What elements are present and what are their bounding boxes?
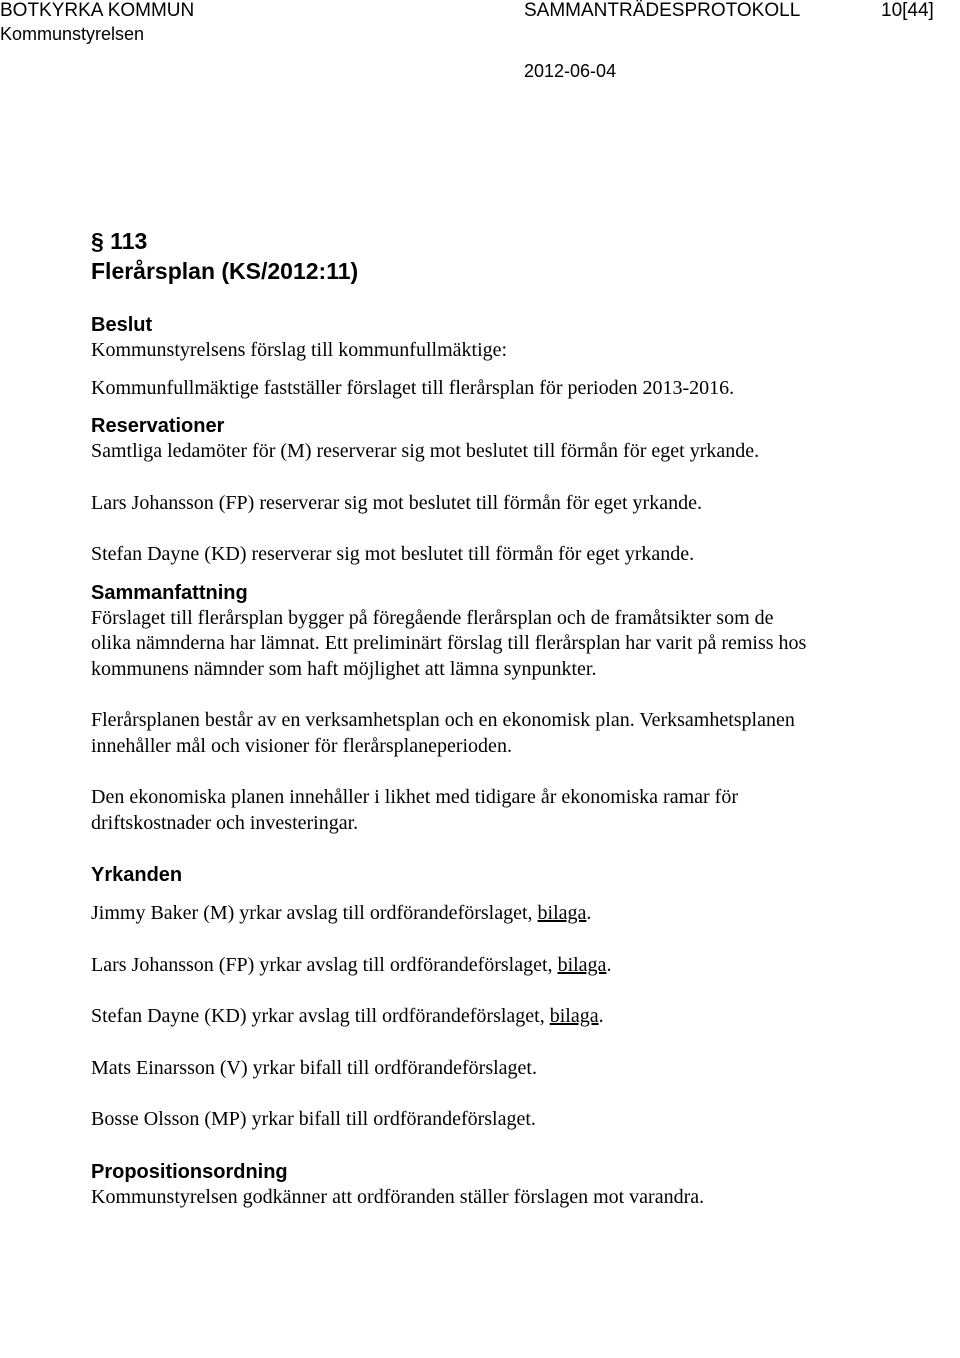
yrkande-item xyxy=(91,1004,831,1030)
yrkande-item xyxy=(91,953,831,979)
yrkande-text: Stefan Dayne (KD) yrkar avslag till ordförandeförslaget, xyxy=(91,1005,550,1027)
sammanfattning-paragraph: Flerårsplanen består av en verksamhetsplan och en ekonomisk plan. Verksamhetsplanen innehåller mål och visioner för flerårsplaneperioden. xyxy=(91,709,795,757)
reservationer-heading: Reservationer xyxy=(91,415,225,437)
propositionsordning-text: Kommunstyrelsen godkänner att ordföranden ställer förslagen mot varandra. xyxy=(91,1185,705,1208)
reservation-item: Stefan Dayne (KD) reserverar sig mot beslutet till förmån för eget yrkande. xyxy=(91,543,695,565)
reservation-item: Samtliga ledamöter för (M) reserverar sig mot beslutet till förmån för eget yrkande. xyxy=(91,440,760,462)
yrkanden-heading: Yrkanden xyxy=(91,864,183,886)
yrkande-end: . xyxy=(598,1005,604,1027)
yrkande-end: . xyxy=(586,902,592,924)
yrkande-text: Jimmy Baker (M) yrkar avslag till ordförandeförslaget, xyxy=(91,902,538,924)
section-number: § 113 xyxy=(91,228,148,254)
beslut-intro: Kommunstyrelsens förslag till kommunfullmäktige: xyxy=(91,339,508,361)
bilaga-link[interactable]: bilaga xyxy=(537,902,587,924)
beslut-heading: Beslut xyxy=(91,314,153,336)
header-page-number: 10[44] xyxy=(881,0,934,21)
header-department: Kommunstyrelsen xyxy=(0,24,145,44)
propositionsordning-heading: Propositionsordning xyxy=(91,1160,288,1183)
document-body xyxy=(91,226,831,1210)
beslut-decision: Kommunfullmäktige fastställer förslaget till flerårsplan för perioden 2013-2016. xyxy=(91,376,735,399)
sammanfattning-paragraph: Den ekonomiska planen innehåller i likhet med tidigare år ekonomiska ramar för driftskostnader och investeringar. xyxy=(91,786,739,834)
yrkande-item: Mats Einarsson (V) yrkar bifall till ordförandeförslaget. xyxy=(91,1056,537,1079)
yrkande-text: Lars Johansson (FP) yrkar avslag till ordförandeförslaget, xyxy=(91,953,558,976)
header-organization: BOTKYRKA KOMMUN xyxy=(0,0,195,21)
header-date: 2012-06-04 xyxy=(524,61,617,81)
yrkande-end: . xyxy=(606,953,612,976)
header-document-type: SAMMANTRÄDESPROTOKOLL xyxy=(524,0,801,21)
sammanfattning-heading: Sammanfattning xyxy=(91,581,248,604)
yrkande-item xyxy=(91,901,831,927)
sammanfattning-paragraph: Förslaget till flerårsplan bygger på föregående flerårsplan och de framåtsikter som de olika nämnderna har lämnat. Ett preliminärt förslag till flerårsplan har varit på remiss hos kommunens nämnder som haft möjlighet att lämna synpunkter. xyxy=(91,606,807,680)
reservation-item: Lars Johansson (FP) reserverar sig mot beslutet till förmån för eget yrkande. xyxy=(91,491,702,514)
bilaga-link[interactable]: bilaga xyxy=(557,953,607,976)
bilaga-link[interactable]: bilaga xyxy=(549,1005,599,1027)
section-title: Flerårsplan (KS/2012:11) xyxy=(91,258,359,284)
yrkande-item: Bosse Olsson (MP) yrkar bifall till ordförandeförslaget. xyxy=(91,1108,536,1130)
